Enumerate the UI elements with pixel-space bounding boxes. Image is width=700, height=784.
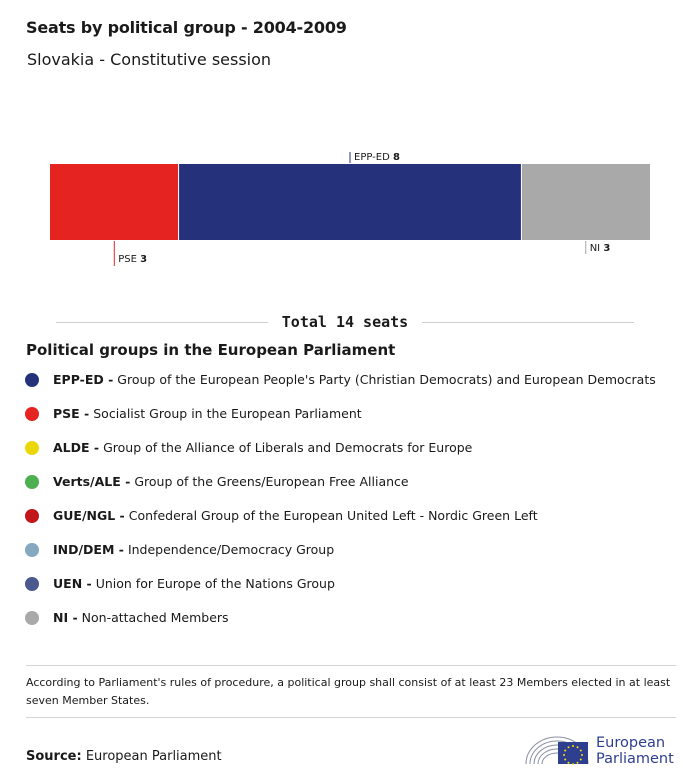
legend-dot-epp-ed [25,373,39,387]
legend-dot-ind-dem [25,543,39,557]
legend-dot-verts-ale [25,475,39,489]
legend-item-ni [25,608,685,642]
legend-dot-ni [25,611,39,625]
legend-dot-gue-ngl [25,509,39,523]
legend-item-uen [25,574,685,608]
legend-abbr: IND/DEM - [53,542,124,557]
legend-dot-uen [25,577,39,591]
legend-abbr: UEN - [53,576,92,591]
total-rule-right [422,322,634,323]
source-line [26,749,222,764]
seat-bar-pse [50,164,179,240]
legend-name: Independence/Democracy Group [127,542,335,557]
legend-dot-alde [25,441,39,455]
legend-title: Political groups in the European Parliament [26,341,396,359]
european-parliament-logo [522,728,692,772]
ep-logo-line-2: Parliament [596,751,674,767]
legend-abbr: PSE - [53,406,90,421]
legend-name: Socialist Group in the European Parliament [93,406,362,421]
legend-abbr: EPP-ED - [53,372,114,387]
chart-subtitle: Slovakia - Constitutive session [27,50,272,69]
ep-logo-text [596,735,674,767]
data-label-ni: NI 3 [589,243,611,254]
legend-name: Confederal Group of the European United Left - Nordic Green Left [128,508,538,523]
legend-item-verts-ale [25,472,685,506]
data-label-pse: PSE 3 [118,254,148,265]
data-label-epp-ed: EPP-ED 8 [354,152,400,163]
legend-abbr: Verts/ALE - [53,474,131,489]
seat-bar-epp-ed [179,164,522,240]
legend-abbr: NI - [53,610,78,625]
footer-divider-top [26,665,676,666]
legend-name: Union for Europe of the Nations Group [95,576,335,591]
chart-title: Seats by political group - 2004-2009 [26,18,347,37]
legend-item-pse [25,404,685,438]
total-rule-left [56,322,268,323]
footer-divider-bottom [26,717,676,718]
hemicycle-flag-icon [522,728,592,772]
source-label: Source: [26,749,82,764]
legend-abbr: ALDE - [53,440,100,455]
rules-note: According to Parliament's rules of procedure, a political group shall consist of at least 23 Members elected in at least seven Member States. [26,676,671,707]
legend-item-alde [25,438,685,472]
political-groups-legend [25,370,685,642]
legend-name: Non-attached Members [81,610,229,625]
legend-item-ind-dem [25,540,685,574]
total-seats-label: Total 14 seats [281,313,409,331]
seat-bar-ni [521,164,650,240]
seat-bar-chart [0,140,700,280]
legend-dot-pse [25,407,39,421]
legend-abbr: GUE/NGL - [53,508,125,523]
legend-name: Group of the European People's Party (Christian Democrats) and European Democrats [117,372,656,387]
legend-name: Group of the Greens/European Free Alliance [134,474,409,489]
ep-logo-line-1: European [596,735,666,751]
legend-name: Group of the Alliance of Liberals and Democrats for Europe [103,440,473,455]
source-value: European Parliament [85,749,222,764]
total-seats-row [56,312,634,332]
legend-item-epp-ed [25,370,685,404]
legend-item-gue-ngl [25,506,685,540]
